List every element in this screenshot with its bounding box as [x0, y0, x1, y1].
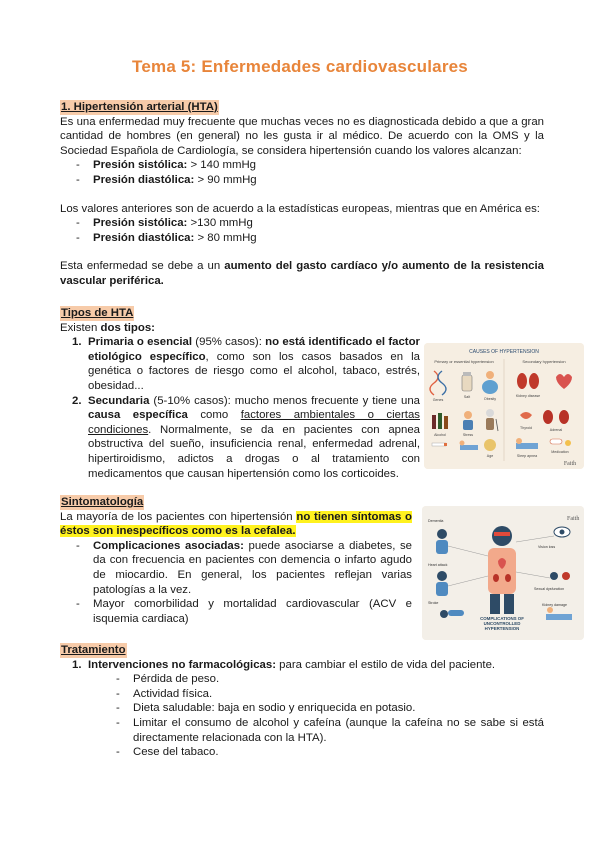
sinto-body — [60, 510, 412, 627]
value-text: > 80 mmHg — [194, 231, 257, 244]
item-rest: , como son los casos basados en la genética o factores de riesgo como el alcohol, tabaco, estrés, obesidad... — [88, 350, 420, 392]
list-item: - Pérdida de peso. — [100, 672, 544, 687]
value-label: Presión sistólica: — [93, 217, 188, 230]
tipos-list — [60, 335, 420, 481]
list-item: - Mayor comorbilidad y mortalidad cardiovascular (ACV e isquemia cardiaca) — [60, 597, 412, 626]
value-text: >130 mmHg — [187, 217, 253, 230]
item-number: 1. — [72, 658, 82, 671]
figure-label: Age — [486, 454, 494, 458]
item-bold: causa específica — [88, 409, 188, 422]
item-pct: (95% casos): — [192, 336, 266, 349]
figure-label: Medication — [551, 450, 569, 454]
stress-person-icon — [463, 411, 473, 430]
section-tipos — [60, 306, 420, 481]
section-heading-sintomatologia: Sintomatología — [61, 496, 144, 508]
item-name: Primaria o esencial — [88, 336, 193, 349]
cause-bold: aumento del gasto cardíaco y/o aumento de la resistencia vascular periférica. — [60, 260, 544, 287]
sinto-highlight: no tienen síntomas o éstos son inespecíficos como es la cefalea. — [60, 510, 412, 538]
value-text: > 140 mmHg — [187, 159, 257, 172]
figure-label: Alcohol — [434, 433, 446, 437]
sinto-intro — [60, 510, 412, 539]
figure-label: Vision loss — [538, 545, 556, 549]
list-item — [60, 173, 544, 188]
section-tratamiento — [60, 643, 544, 760]
list-item — [60, 216, 544, 231]
value-label: Presión diastólica: — [93, 173, 195, 186]
section-heading-hta: 1. Hipertensión arterial (HTA) — [61, 101, 218, 113]
figure-label: Genes — [432, 398, 444, 402]
item-bold: Intervenciones no farmacológicas: — [88, 658, 277, 671]
tratamiento-list — [60, 658, 544, 673]
item-rest: para cambiar el estilo de vida del paciente. — [276, 658, 496, 671]
figure-label: Kidney disease — [515, 394, 541, 398]
value-label: Presión diastólica: — [93, 231, 195, 244]
figure-label: Sexual dysfunction — [534, 587, 565, 591]
america-text: Los valores anteriores son de acuerdo a la estadísticas europeas, mientras que en América es: — [60, 202, 540, 215]
figure-label: Salt — [463, 395, 471, 399]
tratamiento-sublist — [100, 672, 544, 760]
dementia-person-icon — [436, 529, 448, 554]
causes-of-hypertension-figure — [424, 343, 584, 469]
figure-label: Stress — [462, 433, 474, 437]
figure-label: Sleep apnea — [516, 454, 538, 458]
list-item — [60, 335, 420, 393]
complications-figure — [422, 506, 584, 640]
list-item — [60, 539, 412, 597]
complications-text: puede asociarse a diabetes, se da con frecuencia en pacientes con demencia o infarto agudo de miocardio. En general, los pacientes reflejan varias patologías a la vez. — [93, 539, 413, 596]
sinto-list — [60, 539, 412, 627]
figure-left-heading: Primary or essential hypertension — [434, 359, 494, 364]
figure-title: CAUSES OF HYPERTENSION — [469, 349, 539, 355]
cause-text — [60, 259, 544, 288]
list-item — [60, 158, 544, 173]
smoking-icon — [432, 443, 447, 446]
list-item: - Cese del tabaco. — [100, 745, 544, 760]
america-values-list — [60, 216, 544, 245]
figure-label: Obesity — [483, 397, 497, 401]
eu-values-list — [60, 158, 544, 187]
list-item: - Limitar el consumo de alcohol y cafeína (aunque la cafeína no se sabe si está directamente relacionada con la HTA). — [100, 716, 544, 745]
item-pct: (5-10% casos): mucho menos frecuente y tiene una — [149, 394, 420, 407]
page-title: Tema 5: Enfermedades cardiovasculares — [132, 57, 468, 76]
figure-label: Dementia — [428, 519, 444, 523]
section-heading-tipos: Tipos de HTA — [61, 307, 134, 319]
figure-label: Adrenal — [549, 428, 563, 432]
figure-brand: Faith — [567, 516, 580, 522]
section-hta — [60, 100, 544, 289]
list-item — [60, 658, 544, 673]
figure-label: Kidney damage — [542, 603, 567, 607]
age-icon — [484, 439, 496, 451]
hta-intro: Es una enfermedad muy frecuente que muchas veces no es diagnosticada debido a que a gran cantidad de hombres (en general) no les gusta ir al médico. De acuerdo con la OMS y la Sociedad Española de Cardiología, se considera hipertensión cuando los valores alcanzan: — [60, 115, 544, 157]
value-text: > 90 mmHg — [194, 173, 257, 186]
figure-brand: Faith — [563, 461, 577, 467]
figure-caption: COMPLICATIONS OF UNCONTROLLED HYPERTENSION — [480, 616, 524, 631]
eye-icon — [554, 527, 570, 537]
complications-label: Complicaciones asociadas: — [93, 539, 244, 552]
figure-label: Thyroid — [520, 426, 532, 430]
figure-label: Stroke — [428, 601, 439, 605]
list-item: - Dieta saludable: baja en sodio y enriquecida en potasio. — [100, 701, 544, 716]
sinto-pre: La mayoría de los pacientes con hipertensión — [60, 510, 297, 523]
tipos-intro — [60, 321, 420, 336]
tipos-intro-pre: Existen — [60, 321, 101, 334]
figure-right-heading: Secondary hypertension — [522, 359, 566, 364]
list-item — [60, 394, 420, 482]
salt-shaker-icon — [462, 372, 472, 391]
figure-label: Heart attack — [428, 563, 448, 567]
item-number: 1. — [72, 336, 82, 349]
list-item: - Actividad física. — [100, 687, 544, 702]
value-label: Presión sistólica: — [93, 159, 188, 172]
tipos-intro-bold: dos tipos: — [100, 321, 155, 334]
cause-pre: Esta enfermedad se debe a un — [60, 260, 225, 273]
item-bold: no está identificado el factor etiológico específico — [88, 336, 420, 363]
list-item — [60, 231, 544, 246]
item-number: 2. — [72, 394, 82, 407]
item-name: Secundaria — [88, 394, 150, 407]
section-heading-tratamiento: Tratamiento — [61, 644, 126, 656]
item-mid: como — [187, 409, 241, 422]
item-underlined: factores ambientales o ciertas condiciones — [88, 409, 420, 436]
item-rest: . Normalmente, se da en pacientes con apnea obstructiva del sueño, insuficiencia renal, enfermedad adrenal, hipertiroidismo, adictos a drogas o al tratamiento con medicamentos que causan hipertensión como los corticoides. — [88, 423, 420, 480]
chest-pain-person-icon — [436, 571, 448, 596]
